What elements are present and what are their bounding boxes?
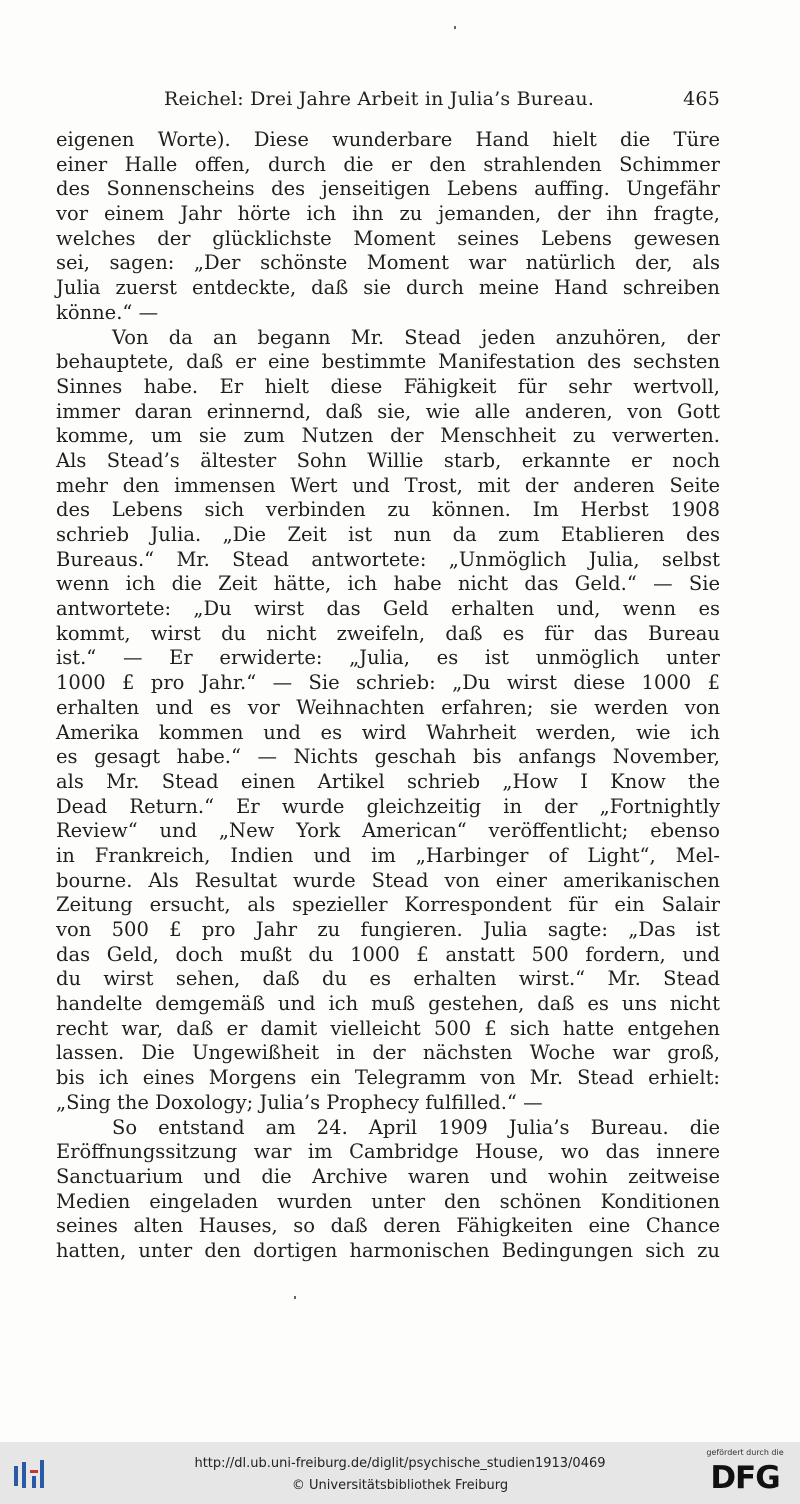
text-line: Bureaus.“ Mr. Stead antwortete: „Unmöglich Julia, selbst <box>56 547 720 571</box>
text-line: vor einem Jahr hörte ich ihn zu jemanden, der ihn fragte, <box>56 202 720 226</box>
funding-note: gefördert durch die <box>706 1448 784 1457</box>
footer-bar <box>0 1442 800 1504</box>
text-line: bourne. Als Resultat wurde Stead von einer amerikanischen <box>56 868 720 892</box>
running-head <box>56 88 720 114</box>
text-line: du wirst sehen, daß du es erhalten wirst.“ Mr. Stead <box>56 967 720 991</box>
text-line: 1000 £ pro Jahr.“ — Sie schrieb: „Du wirst diese 1000 £ <box>56 671 720 695</box>
text-line: ist.“ — Er erwiderte: „Julia, es ist unmöglich unter <box>56 646 720 670</box>
text-line: eigenen Worte). Diese wunderbare Hand hielt die Türe <box>56 128 720 151</box>
text-line: Amerika kommen und es wird Wahrheit werden, wie ich <box>56 720 720 744</box>
text-line: es gesagt habe.“ — Nichts geschah bis anfangs November, <box>56 745 720 769</box>
text-line: Von da an begann Mr. Stead jeden anzuhören, der <box>112 325 720 349</box>
text-line: seines alten Hauses, so daß deren Fähigkeiten eine Chance <box>56 1214 720 1238</box>
text-line: das Geld, doch mußt du 1000 £ anstatt 500 fordern, und <box>56 942 720 966</box>
text-line: des Lebens sich verbinden zu können. Im Herbst 1908 <box>56 498 720 522</box>
text-line: Sinnes habe. Er hielt diese Fähigkeit für sehr wertvoll, <box>56 374 720 398</box>
text-line: mehr den immensen Wert und Trost, mit der anderen Seite <box>56 473 720 497</box>
text-line: handelte demgemäß und ich muß gestehen, daß es uns nicht <box>56 992 720 1016</box>
text-line: antwortete: „Du wirst das Geld erhalten und, wenn es <box>56 597 720 621</box>
text-line: kommt, wirst du nicht zweifeln, daß es für das Bureau <box>56 621 720 645</box>
text-line: sei, sagen: „Der schönste Moment war natürlich der, als <box>56 251 720 275</box>
text-line: könne.“ — <box>56 300 159 324</box>
text-line: als Mr. Stead einen Artikel schrieb „How I Know the <box>56 769 720 793</box>
text-line: von 500 £ pro Jahr zu fungieren. Julia sagte: „Das ist <box>56 918 720 941</box>
text-line: hatten, unter den dortigen harmonischen Bedingungen sich zu <box>56 1238 720 1262</box>
text-line: wenn ich die Zeit hätte, ich habe nicht das Geld.“ — Sie <box>56 572 720 596</box>
running-title: Reichel: Drei Jahre Arbeit in Julia’s Bureau. <box>164 88 595 110</box>
text-line: Als Stead’s ältester Sohn Willie starb, erkannte er noch <box>56 448 720 472</box>
text-line: lassen. Die Ungewißheit in der nächsten Woche war groß, <box>56 1041 720 1065</box>
text-line: Julia zuerst entdeckte, daß sie durch meine Hand schreiben <box>56 276 720 300</box>
scan-speck <box>454 26 456 29</box>
text-line: erhalten und es vor Weihnachten erfahren; sie werden von <box>56 695 720 719</box>
text-line: immer daran erinnernd, daß sie, wie alle anderen, von Gott <box>56 399 720 423</box>
document-url[interactable]: http://dl.ub.uni-freiburg.de/diglit/psychische_studien1913/0469 <box>194 1456 606 1471</box>
text-line: recht war, daß er damit vielleicht 500 £ sich hatte entgehen <box>56 1016 720 1040</box>
text-line: welches der glücklichste Moment seines Lebens gewesen <box>56 226 720 250</box>
text-line: bis ich eines Morgens ein Telegramm von Mr. Stead erhielt: <box>56 1066 720 1090</box>
text-line: Dead Return.“ Er wurde gleichzeitig in der „Fortnightly <box>56 794 720 818</box>
scan-speck <box>294 1296 296 1299</box>
text-line: komme, um sie zum Nutzen der Menschheit zu verwerten. <box>56 424 720 448</box>
text-line: des Sonnenscheins des jenseitigen Lebens auffing. Ungefähr <box>56 177 720 201</box>
copyright-notice: © Universitätsbibliothek Freiburg <box>291 1478 509 1493</box>
text-line: „Sing the Doxology; Julia’s Prophecy fulfilled.“ — <box>56 1090 543 1114</box>
text-line: einer Halle offen, durch die er den strahlenden Schimmer <box>56 152 720 176</box>
text-line: Review“ und „New York American“ veröffentlicht; ebenso <box>56 819 720 843</box>
text-line: behauptete, daß er eine bestimmte Manifestation des sechsten <box>56 350 720 374</box>
body-text <box>56 128 720 1264</box>
text-line: So entstand am 24. April 1909 Julia’s Bureau. die <box>112 1115 720 1139</box>
text-line: Zeitung ersucht, als spezieller Korrespondent für ein Salair <box>56 893 720 917</box>
page-number: 465 <box>683 88 720 110</box>
text-line: schrieb Julia. „Die Zeit ist nun da zum Etablieren des <box>56 523 720 546</box>
text-line: Medien eingeladen wurden unter den schönen Konditionen <box>56 1189 720 1213</box>
text-line: Eröffnungssitzung war im Cambridge House, wo das innere <box>56 1140 720 1164</box>
text-line: in Frankreich, Indien und im „Harbinger of Light“, Mel- <box>56 843 720 867</box>
text-line: Sanctuarium und die Archive waren und wohin zeitweise <box>56 1164 720 1188</box>
dfg-logo: DFG <box>710 1460 780 1496</box>
